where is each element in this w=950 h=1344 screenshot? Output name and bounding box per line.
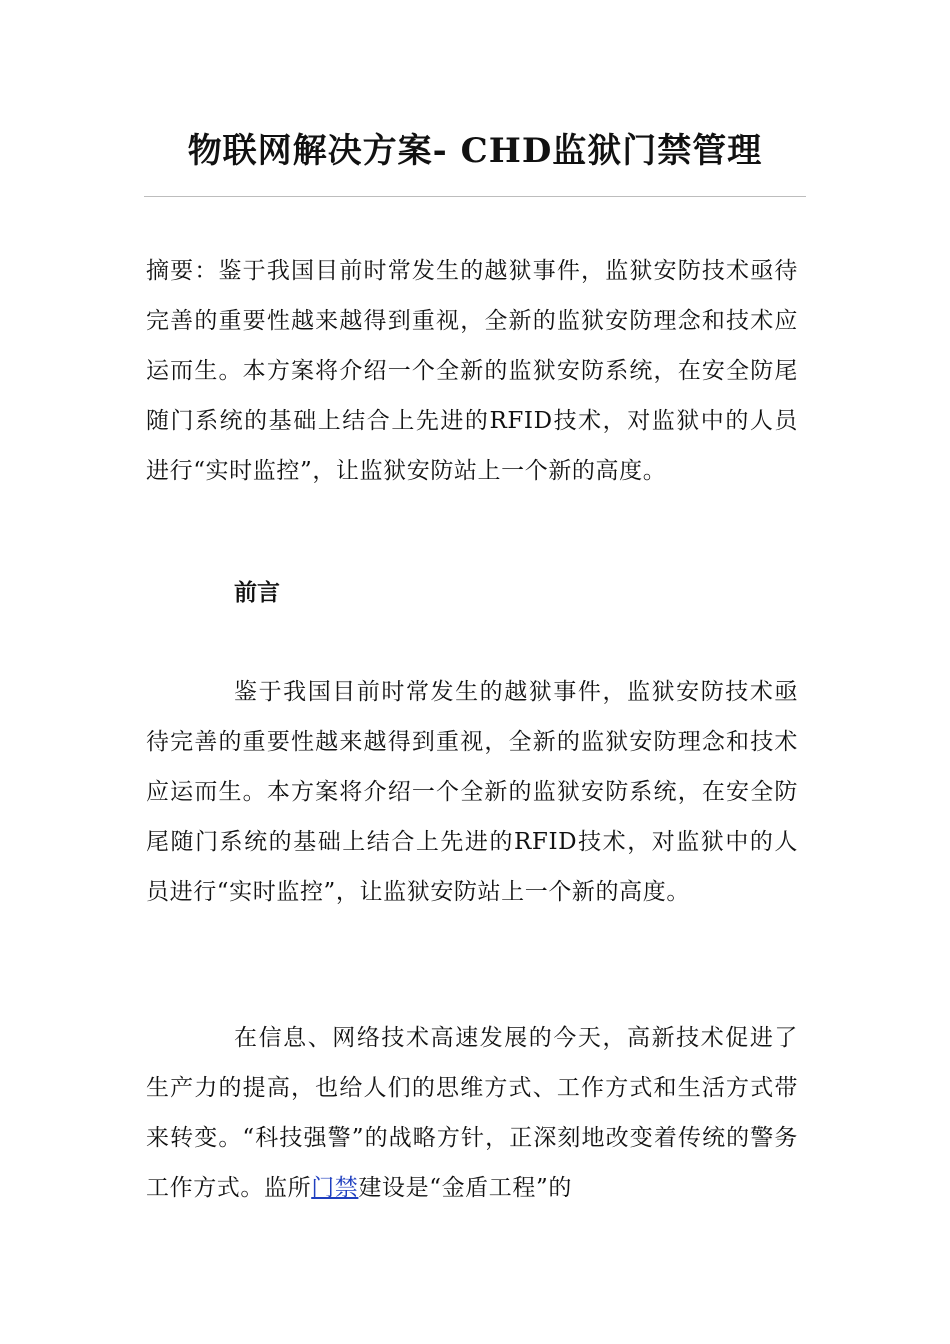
preface-paragraph-2 <box>146 1013 798 1213</box>
preface-paragraph-1: 鉴于我国目前时常发生的越狱事件，监狱安防技术亟待完善的重要性越来越得到重视，全新的监狱安防理念和技术应运而生。本方案将介绍一个全新的监狱安防系统，在安全防尾随门系统的基础上结合上先进的RFID技术，对监狱中的人员进行“实时监控”，让监狱安防站上一个新的高度。 <box>146 679 798 905</box>
preface-paragraph-2-text-after: 建设是“金盾工程”的 <box>358 1175 572 1201</box>
preface-paragraph-2-text-before: 在信息、网络技术高速发展的今天，高新技术促进了生产力的提高，也给人们的思维方式、工作方式和生活方式带来转变。“科技强警”的战略方针，正深刻地改变着传统的警务工作方式。监所 <box>146 1025 798 1201</box>
document-title: 物联网解决方案- CHD监狱门禁管理 <box>187 131 763 171</box>
title-divider <box>144 196 806 197</box>
abstract-paragraph: 摘要：鉴于我国目前时常发生的越狱事件，监狱安防技术亟待完善的重要性越来越得到重视，全新的监狱安防理念和技术应运而生。本方案将介绍一个全新的监狱安防系统，在安全防尾随门系统的基础上结合上先进的RFID技术，对监狱中的人员进行“实时监控”，让监狱安防站上一个新的高度。 <box>146 258 798 484</box>
access-control-link[interactable]: 门禁 <box>311 1175 359 1201</box>
preface-heading: 前言 <box>234 579 280 606</box>
